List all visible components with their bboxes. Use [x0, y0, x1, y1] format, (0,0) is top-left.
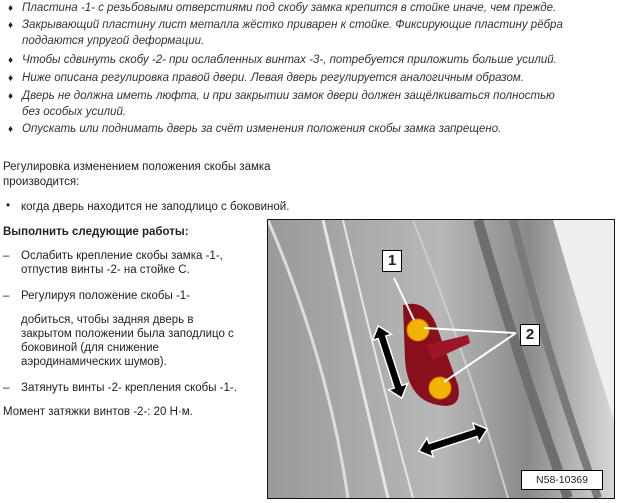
note: Опускать или поднимать дверь за счёт изменения положения скобы замка запрещено.: [22, 123, 502, 135]
intro-text: Регулировка изменением положения скобы замка: [3, 161, 271, 173]
bullet: ♦: [8, 91, 14, 102]
step-text: Регулируя положение скобы -1-: [21, 290, 191, 302]
bullet: ♦: [8, 73, 14, 84]
torque-text: Момент затяжки винтов -2-: 20 Н·м.: [3, 406, 193, 418]
dash: –: [3, 382, 10, 394]
step-text: добиться, чтобы задняя дверь в: [21, 314, 194, 326]
step-text: Ослабить крепление скобы замка -1-,: [21, 250, 223, 262]
intro-text: производится:: [3, 176, 80, 188]
illustration-graphic: [268, 220, 614, 498]
step-text: Затянуть винты -2- крепления скобы -1-.: [21, 382, 237, 394]
bullet: ♦: [8, 3, 14, 14]
step-text: закрытом положении была заподлицо с: [21, 328, 234, 340]
note: поддаются упругой деформации.: [22, 35, 205, 47]
note: Ниже описана регулировка правой двери. Левая дверь регулируется аналогичным образом.: [22, 72, 525, 84]
note: Закрывающий пластину лист металла жёстко приварен к стойке. Фиксирующие пластину рёбра: [22, 19, 563, 31]
bullet: •: [6, 200, 11, 212]
step-text: боковиной (для снижение: [21, 342, 159, 354]
bullet: ♦: [8, 124, 14, 135]
note: без особых усилий.: [22, 106, 127, 118]
note: Пластина -1- с резьбовыми отверстиями под скобу замка крепится в стойке иначе, чем прежде.: [22, 2, 557, 14]
section-heading: Выполнить следующие работы:: [3, 226, 189, 238]
dash: –: [3, 250, 10, 262]
dash: –: [3, 290, 10, 302]
door-striker-illustration: [267, 219, 615, 499]
figure-id: N58-10369: [521, 470, 603, 490]
callout-label-1: 1: [382, 250, 402, 272]
bullet: ♦: [8, 20, 14, 31]
callout-label-2: 2: [520, 324, 540, 346]
screw: [407, 319, 429, 341]
condition-text: когда дверь находится не заподлицо с боковиной.: [21, 201, 290, 213]
note: Дверь не должна иметь люфта, и при закрытии замок двери должен защёлкиваться полностью: [22, 90, 555, 102]
bullet: ♦: [8, 55, 14, 66]
step-text: аэродинамических шумов).: [21, 356, 167, 368]
step-text: отпустив винты -2- на стойке С.: [21, 264, 190, 276]
note: Чтобы сдвинуть скобу -2- при ослабленных винтах -3-, потребуется приложить больше усилий.: [22, 54, 557, 66]
